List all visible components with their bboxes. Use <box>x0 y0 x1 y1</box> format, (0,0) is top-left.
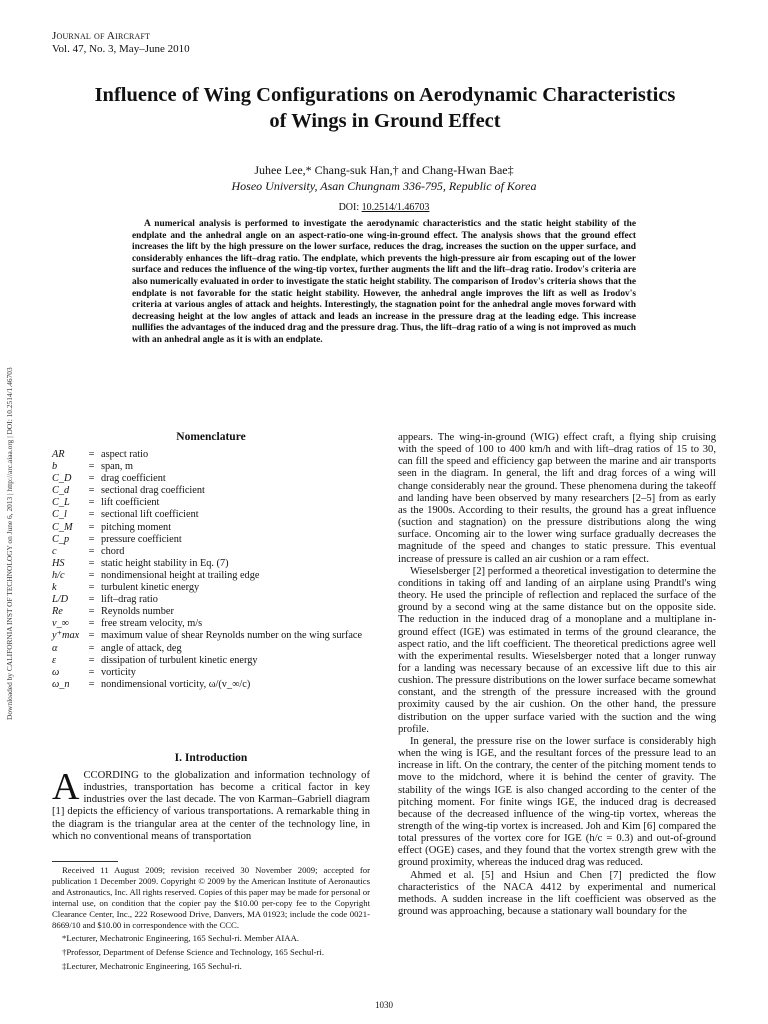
paper-affiliation: Hoseo University, Asan Chungnam 336-795, Republic of Korea <box>231 179 537 193</box>
nomenclature-definition: lift–drag ratio <box>101 594 158 606</box>
introduction-text <box>52 766 370 843</box>
nomenclature-symbol: ω_n <box>52 678 70 690</box>
nomenclature-symbol: ω <box>52 666 60 678</box>
nomenclature-row <box>52 558 370 570</box>
journal-header <box>52 30 190 56</box>
nomenclature-equals: = <box>88 678 95 690</box>
nomenclature-definition: sectional lift coefficient <box>101 509 199 521</box>
journal-name: Journal of Aircraft <box>52 30 151 42</box>
footnote-rule <box>52 861 118 862</box>
nomenclature-equals: = <box>88 521 95 533</box>
nomenclature-row <box>52 449 370 461</box>
nomenclature-symbol: h/c <box>52 569 65 581</box>
nomenclature-equals: = <box>88 606 95 618</box>
nomenclature-definition: nondimensional vorticity, ω/(v_∞/c) <box>101 678 251 690</box>
nomenclature-definition: turbulent kinetic energy <box>101 582 200 594</box>
nomenclature-row <box>52 473 370 485</box>
nomenclature-row <box>52 522 370 534</box>
nomenclature-symbol: y⁺max <box>52 630 80 642</box>
nomenclature-definition: lift coefficient <box>101 497 160 509</box>
nomenclature-equals: = <box>88 582 95 594</box>
nomenclature-equals: = <box>88 666 95 678</box>
nomenclature-equals: = <box>88 618 95 630</box>
nomenclature-definition: maximum value of shear Reynolds number on the wing surface <box>101 630 363 642</box>
footnotes <box>52 865 370 975</box>
footnote-author-2: †Professor, Department of Defense Science and Technology, 165 Sechul-ri. <box>62 947 325 958</box>
nomenclature-definition: pitching moment <box>101 521 172 533</box>
nomenclature-definition: drag coefficient <box>101 473 166 485</box>
nomenclature-row <box>52 509 370 521</box>
nomenclature-row <box>52 679 370 691</box>
paper-title: Influence of Wing Configurations on Aerodynamic Characteristics of Wings in Ground Effect <box>94 84 676 132</box>
nomenclature-equals: = <box>88 654 95 666</box>
nomenclature-symbol: ε <box>52 654 57 666</box>
nomenclature-equals: = <box>88 533 95 545</box>
journal-volume: Vol. 47, No. 3, May–June 2010 <box>52 43 190 55</box>
paragraph: Ahmed et al. [5] and Hsiun and Chen [7] predicted the flow characteristics of the NACA 4412 by experimental and numerical methods. A sudden increase in the lift coefficient was observed as the ground was approaching, because a stationary wall boundary for the <box>398 869 716 918</box>
download-notice: Downloaded by CALIFORNIA INST OF TECHNOLOGY on June 6, 2013 | http://arc.aiaa.org | DOI: 10.2514/1.46703 <box>5 367 14 720</box>
nomenclature-equals: = <box>88 497 95 509</box>
nomenclature-symbol: v_∞ <box>52 618 70 630</box>
doi-link[interactable]: 10.2514/1.46703 <box>361 202 430 213</box>
nomenclature-definition: aspect ratio <box>101 449 149 460</box>
nomenclature-symbol: Re <box>52 606 63 618</box>
nomenclature-row <box>52 461 370 473</box>
nomenclature-definition: angle of attack, deg <box>101 642 182 654</box>
right-column <box>398 432 716 918</box>
nomenclature-equals: = <box>88 509 95 521</box>
nomenclature-equals: = <box>88 594 95 606</box>
drop-cap: A <box>52 766 80 808</box>
nomenclature-equals: = <box>88 461 95 473</box>
nomenclature-row <box>52 497 370 509</box>
nomenclature-row <box>52 667 370 679</box>
nomenclature-definition: dissipation of turbulent kinetic energy <box>101 654 258 666</box>
nomenclature-symbol: C_d <box>52 485 70 497</box>
nomenclature-equals: = <box>88 473 95 485</box>
nomenclature-row <box>52 534 370 546</box>
nomenclature-row <box>52 630 370 642</box>
nomenclature-row <box>52 643 370 655</box>
nomenclature-row <box>52 655 370 667</box>
abstract: A numerical analysis is performed to investigate the aerodynamic characteristics and the static height stability of the endplate and the anhedral angle on an aspect-ratio-one wing-in-ground effect. The analysis shows that the ground effect increases the lift by the high pressure on the lower surface, reduces the drag, increases the suction on the upper surface, and considerably enhances the lift–drag ratio. The endplate, which prevents the high-pressure air from escaping out of the lower surface and reduces the influence of the wing-tip vortex, further augments the lift and the lift–drag ratio. Irodov's criteria are also numerically evaluated in order to investigate the static height stability. The comparison of Irodov's criteria shows that the endplate is not favorable for the static height stability. However, the anhedral angle improves the lift as well as Irodov's criteria at various angles of attack and heights. Interestingly, the stagnation point for the anhedral angle moves forward with decreasing height at the low angles of attack and leads an increase in the pressure drag at the leading edge. This increase nullifies the advantages of the induced drag and the pressure drag. Thus, the lift–drag ratio of a wing is not improved as much with an anhedral angle as it is with an endplate. <box>132 219 636 345</box>
nomenclature-symbol: C_D <box>52 473 72 485</box>
nomenclature-symbol: L/D <box>52 594 69 606</box>
nomenclature-equals: = <box>88 569 95 581</box>
nomenclature-definition: chord <box>101 545 125 557</box>
nomenclature-row <box>52 485 370 497</box>
page-number: 1030 <box>375 1000 393 1010</box>
nomenclature-definition: span, m <box>101 461 134 473</box>
nomenclature-equals: = <box>88 557 95 569</box>
nomenclature-symbol: b <box>52 461 58 473</box>
nomenclature-definition: free stream velocity, m/s <box>101 618 203 630</box>
footnote-author-3: ‡Lecturer, Mechatronic Engineering, 165 Sechul-ri. <box>62 961 242 972</box>
nomenclature-symbol: C_l <box>52 509 67 521</box>
nomenclature-symbol: α <box>52 642 58 654</box>
nomenclature-definition: vorticity <box>101 666 136 678</box>
paragraph: Wieselsberger [2] performed a theoretical investigation to determine the conditions in taking off and landing of an airplane using Prandtl's wing theory. He used the principle of reflection and replaced the surface of the ground by a second wing at the same distance but on the opposite side. The reduction in the induced drag of a monoplane and a multiplane in-ground effect (IGE) was estimated in terms of the ground clearance, the aspect ratio, and the lift coefficient. The theoretical predictions agree well with the experimental results. Wieselsberger noted that a longer runway for a landing was necessary because of an excessive lift due to this air cushion. The pressure distributions on the lower surface became somewhat constant, and the strength of the pressure increased with the ground proximity caused by the air cushion. On the other hand, the pressure distribution on the upper surface varied with the suction and the wing profile. <box>398 565 716 735</box>
nomenclature-definition: pressure coefficient <box>101 533 182 545</box>
nomenclature-row <box>52 606 370 618</box>
nomenclature-symbol: C_p <box>52 533 70 545</box>
nomenclature-definition: static height stability in Eq. (7) <box>101 557 229 569</box>
nomenclature-equals: = <box>88 449 95 460</box>
paper-authors: Juhee Lee,* Chang-suk Han,† and Chang-Hwan Bae‡ <box>254 163 514 177</box>
footnote-author-1: *Lecturer, Mechatronic Engineering, 165 Sechul-ri. Member AIAA. <box>62 933 300 944</box>
paragraph: In general, the pressure rise on the lower surface is considerably high when the wing is IGE, and the resultant forces of the pressure lead to an increase in lift. On the contrary, the center of the pitching moment tends to move to the midchord, where it is behind the center of gravity. The stability of the wings IGE is also changed according to the center of the pitching moment. For finite wings IGE, the induced drag is decreased because of the decreased influence of the wing-tip vortex, whereas the strength of the wing-tip vortex is increased. Joh and Kim [6] compared the total pressures of the vortex core for IGE (h/c = 0.3) and out-of-ground effect (OGE) cases, and they found that the vortex strength grew with the ground proximity, whereas the induced drag was reduced. <box>398 735 716 869</box>
introduction-heading: I. Introduction <box>174 752 248 764</box>
introduction-body: CCORDING to the globalization and information technology of industries, transportation has become a critical factor in key industries over the last decade. The von Karman–Gabriell diagram [1] depicts the efficiency of various transportations. A remarkable thing in the diagram is the triangular area at the center of the technology line, in which no conventional means of transportation <box>52 770 370 842</box>
nomenclature-symbol: c <box>52 545 57 557</box>
paper-doi <box>130 202 638 213</box>
nomenclature-row <box>52 582 370 594</box>
nomenclature-definition: nondimensional height at trailing edge <box>101 569 260 581</box>
nomenclature-symbol: C_L <box>52 497 70 509</box>
nomenclature-symbol: AR <box>52 449 65 460</box>
nomenclature-definition: Reynolds number <box>101 606 174 618</box>
nomenclature-row <box>52 546 370 558</box>
nomenclature-symbol: C_M <box>52 521 73 533</box>
nomenclature-symbol: k <box>52 582 57 594</box>
footnote-received: Received 11 August 2009; revision received 30 November 2009; accepted for publication 1 December 2009. Copyright © 2009 by the American Institute of Aeronautics and Astronautics, Inc. All rights reserved. Copies of this paper may be made for personal or internal use, on condition that the copier pay the $10.00 per-copy fee to the Copyright Clearance Center, Inc., 222 Rosewood Drive, Danvers, MA 01923; include the code 0021-8669/10 and $10.00 in correspondence with the CCC. <box>52 865 370 930</box>
nomenclature-table <box>52 449 370 691</box>
nomenclature-equals: = <box>88 485 95 497</box>
nomenclature-equals: = <box>88 642 95 654</box>
nomenclature-heading: Nomenclature <box>176 431 246 443</box>
download-sidebar <box>4 300 16 720</box>
nomenclature-row <box>52 618 370 630</box>
paragraph: appears. The wing-in-ground (WIG) effect craft, a flying ship cruising with the speed of 100 to 400 km/h and with lift–drag ratios of 15 to 30, can fill the speed and efficiency gap between the marine and air transports seen in the diagram. In general, the lift and drag forces of a wing will change considerably near the ground. These phenomena during the takeoff and landing have been observed by many researchers [2–5] from as early as the 1900s. According to their results, the ground has a great influence (suction and stagnation) on the pressure distributions along the wing surface. Oncoming air to the lower wing surface gradually decreases the magnitude of the speed and changes to static pressure. This eventual increase of pressure is called an air cushion or a ram effect. <box>398 432 716 565</box>
nomenclature-row <box>52 570 370 582</box>
nomenclature-symbol: HS <box>52 557 65 569</box>
nomenclature-definition: sectional drag coefficient <box>101 485 205 497</box>
doi-label: DOI: <box>338 202 360 213</box>
nomenclature-row <box>52 594 370 606</box>
nomenclature-equals: = <box>88 630 95 642</box>
nomenclature-equals: = <box>88 545 95 557</box>
